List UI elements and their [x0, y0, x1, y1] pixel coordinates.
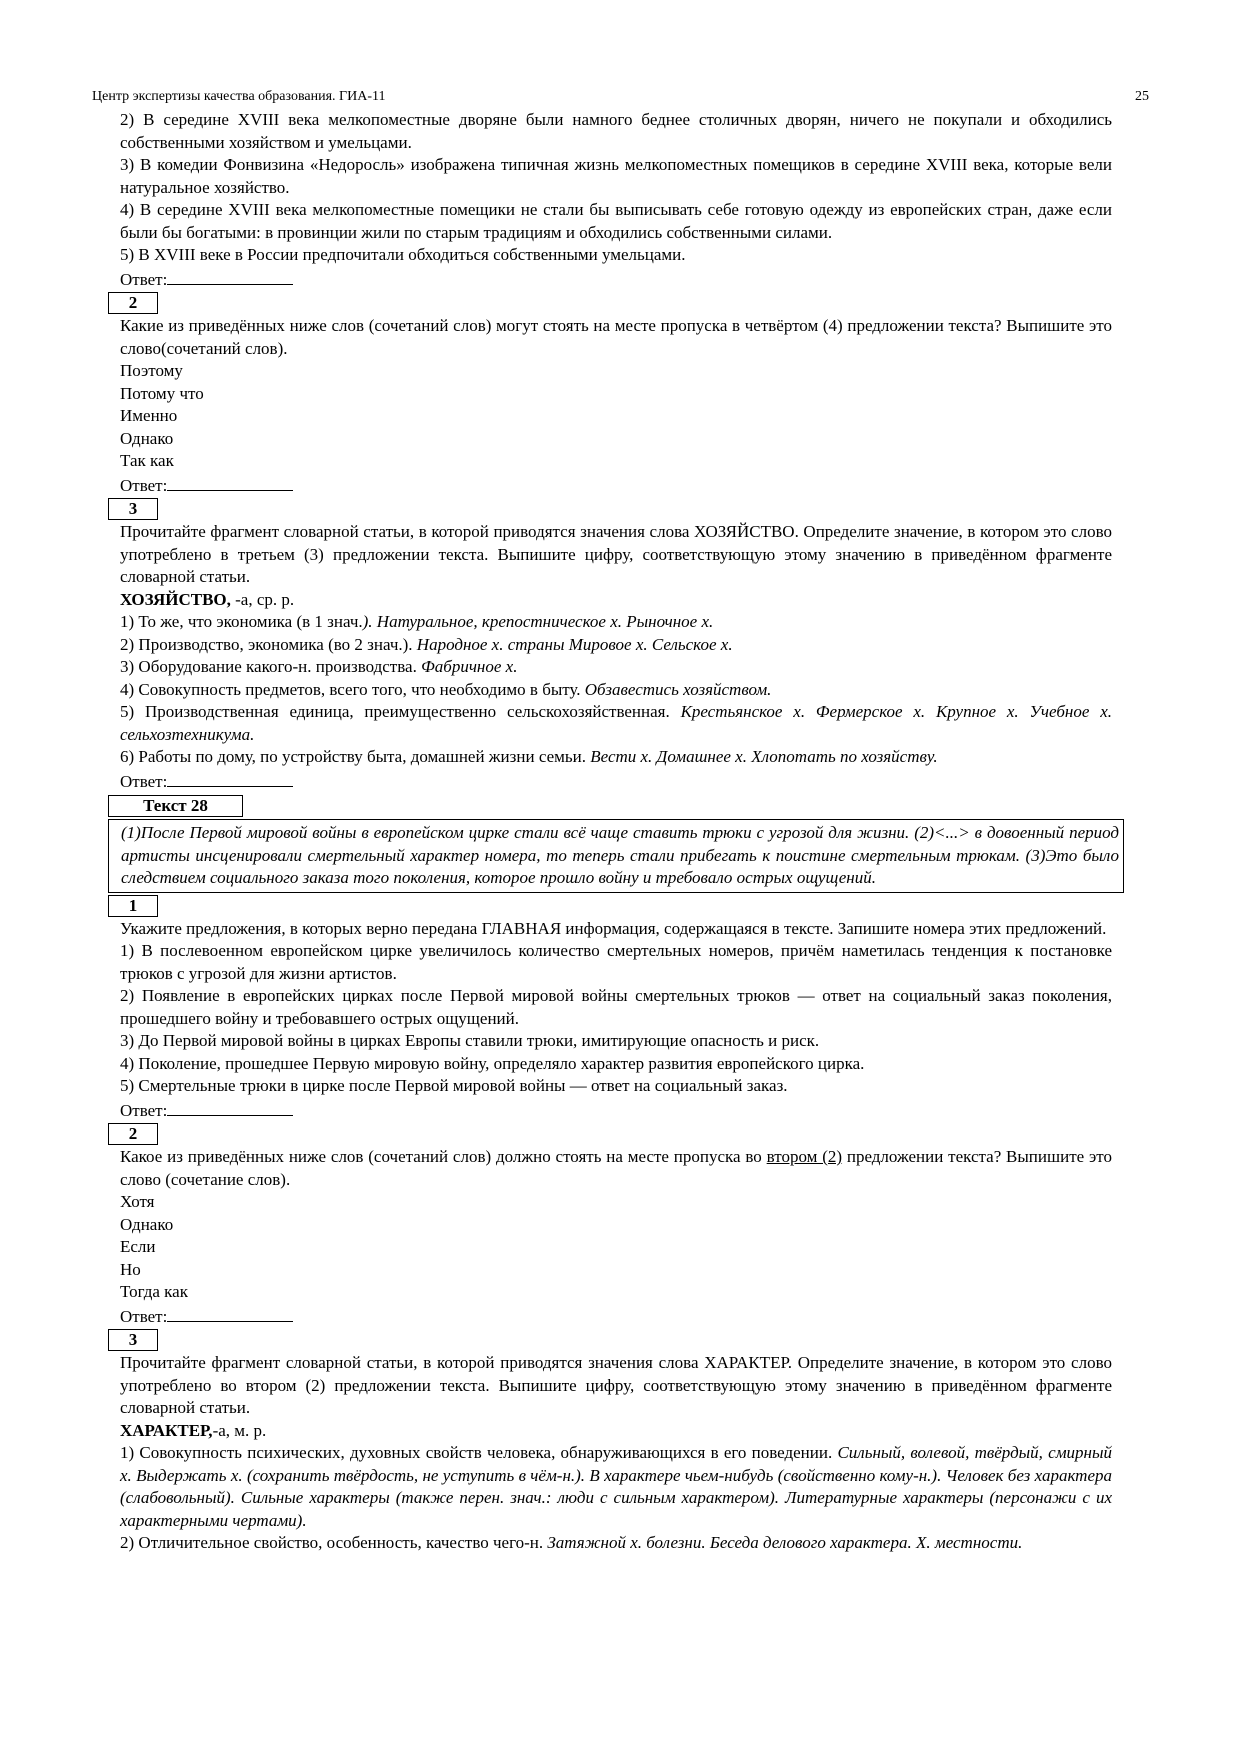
word-option: Хотя [120, 1192, 155, 1211]
meaning-text: 3) Оборудование какого-н. производства. [120, 657, 422, 676]
option-a1-3: 3) В комедии Фонвизина «Недоросль» изображена типичная жизнь мелкопоместных помещиков в середине XVIII века, которые вели натуральное хозяйство. [120, 155, 1112, 197]
answer-line-a2 [120, 473, 1112, 498]
answer-label: Ответ: [120, 1306, 168, 1326]
headword: ХОЗЯЙСТВО, [120, 589, 231, 609]
option-a1-5: 5) В XVIII веке в России предпочитали обходиться собственными умельцами. [120, 245, 686, 264]
meaning-item [120, 1442, 1112, 1532]
meaning-example: Обзавестись хозяйством. [584, 679, 772, 699]
option-item: 2) Появление в европейских цирках после Первой мировой войны смертельных трюков — ответ на социальный заказ поколения, прошедшего войну и требовавшего острых ощущений. [120, 986, 1112, 1028]
meaning-example: ). Натуральное, крепостническое х. Рыночное х. [362, 612, 714, 631]
meaning-example: Фабричное х. [421, 657, 518, 676]
meaning-example: Вести х. Домашнее х. Хлопотать по хозяйству. [590, 747, 938, 766]
meaning-text: 6) Работы по дому, по устройству быта, домашней жизни семьи. [120, 747, 591, 766]
meaning-item [120, 746, 1112, 769]
option-item: 1) В послевоенном европейском цирке увеличилось количество смертельных номеров, причём наметилась тенденция к постановке трюков с угрозой для жизни артистов. [120, 941, 1112, 983]
task-question: Прочитайте фрагмент словарной статьи, в которой приводятся значения слова ХАРАКТЕР. Определите значение, в котором это слово употреблено во втором (2) предложении текста. Выпишите цифру, соответствующую этому значению в приведённом фрагменте словарной статьи. [120, 1353, 1112, 1417]
question-part: Какое из приведённых ниже слов (сочетаний слов) должно стоять на месте пропуска во [120, 1147, 767, 1166]
answer-label: Ответ: [120, 269, 168, 289]
meaning-item [120, 679, 1112, 702]
answer-line-a1 [120, 267, 1112, 292]
answer-blank[interactable] [167, 769, 293, 787]
meaning-text: 2) Производство, экономика (во 2 знач.). [120, 634, 417, 654]
task-question: Какие из приведённых ниже слов (сочетаний слов) могут стоять на месте пропуска в четвёртом (4) предложении текста? Выпишите это слово(сочетаний слов). [120, 316, 1112, 358]
meaning-text: 2) Отличительное свойство, особенность, качество чего-н. [120, 1533, 548, 1552]
dictionary-entry-head [120, 589, 1112, 612]
word-option: Так как [120, 451, 174, 470]
underlined-fragment: втором (2) [766, 1147, 843, 1166]
meaning-text: 1) Совокупность психических, духовных свойств человека, обнаруживающихся в его поведении. [120, 1443, 838, 1462]
task-question: Укажите предложения, в которых верно передана ГЛАВНАЯ информация, содержащаяся в тексте. Запишите номера этих предложений. [120, 918, 1107, 938]
meaning-item [120, 634, 1112, 657]
word-option: Однако [120, 428, 174, 448]
page-number: 25 [1135, 89, 1149, 104]
grammar-note: -а, ср. р. [230, 589, 295, 609]
task-number-box: 2 [108, 292, 158, 314]
option-a1-4: 4) В середине XVIII века мелкопоместные помещики не стали бы выписывать себе готовую одежду из европейских стран, даже если были бы богатыми: в провинции жили по старым традициям и обходились собственными силами. [120, 200, 1112, 242]
word-option: Потому что [120, 383, 204, 403]
word-option: Тогда как [120, 1282, 188, 1301]
option-item: 3) До Первой мировой войны в цирках Европы ставили трюки, имитирующие опасность и риск. [120, 1031, 820, 1050]
source-text-frame: (1)После Первой мировой войны в европейском цирке стали всё чаще ставить трюки с угрозой для жизни. (2)<...> в довоенный период артисты инсценировали смертельный характер номера, то теперь стали прибегать к поистине смертельным трюкам. (3)Это было следствием социального заказа того поколения, которое прошло войну и требовало острых ощущений. [108, 819, 1124, 893]
meaning-text: 5) Производственная единица, преимущественно сельскохозяйственная. [120, 702, 681, 721]
meaning-item [120, 611, 1112, 634]
word-option: Однако [120, 1214, 174, 1234]
meaning-example: Народное х. страны Мировое х. Сельское х. [416, 634, 733, 654]
meaning-item [120, 1532, 1112, 1555]
option-item: 4) Поколение, прошедшее Первую мировую войну, определяло характер развития европейского цирка. [120, 1053, 865, 1073]
running-header: Центр экспертизы качества образования. ГИА-11 [92, 89, 386, 104]
answer-line-b1 [120, 1098, 1112, 1123]
page-content [120, 109, 1119, 1555]
meaning-example: Затяжной х. болезни. Беседа делового характера. Х. местности. [547, 1533, 1023, 1552]
task-number-box: 1 [108, 895, 158, 917]
meaning-example: Крестьянское х. Фермерское х. Крупное х. Учебное х. сельхозтехникума. [120, 702, 1112, 744]
task-number-box: 2 [108, 1123, 158, 1145]
answer-blank[interactable] [167, 1304, 293, 1322]
answer-blank[interactable] [167, 473, 293, 491]
answer-blank[interactable] [167, 1098, 293, 1116]
meaning-text: 4) Совокупность предметов, всего того, что необходимо в быту. [120, 679, 585, 699]
answer-label: Ответ: [120, 771, 168, 791]
option-a1-2: 2) В середине XVIII века мелкопоместные дворяне были намного беднее столичных дворян, ничего не покупали и обходились собственными хозяйством и умельцами. [120, 110, 1112, 152]
answer-line-a3 [120, 769, 1112, 794]
task-question [120, 1146, 1112, 1191]
text-title-box: Текст 28 [108, 795, 243, 817]
meaning-item [120, 701, 1112, 746]
word-option: Если [120, 1237, 156, 1256]
answer-line-b2 [120, 1304, 1112, 1329]
meaning-text: 1) То же, что экономика (в 1 знач. [120, 612, 363, 631]
answer-blank[interactable] [167, 267, 293, 285]
word-option: Но [120, 1259, 141, 1279]
grammar-note: -а, м. р. [212, 1420, 267, 1440]
question-part: предложении текста? Выпишите это слово (сочетание слов). [120, 1147, 1112, 1189]
answer-label: Ответ: [120, 1100, 168, 1120]
task-number-box: 3 [108, 1329, 158, 1351]
answer-label: Ответ: [120, 475, 168, 495]
meaning-item [120, 656, 1112, 679]
task-question: Прочитайте фрагмент словарной статьи, в которой приводятся значения слова ХОЗЯЙСТВО. Определите значение, в котором это слово употреблено в третьем (3) предложении текста. Выпишите цифру, соответствующую этому значению в приведённом фрагменте словарной статьи. [120, 522, 1112, 586]
meaning-example: Сильный, волевой, твёрдый, смирный х. Выдержать х. (сохранить твёрдость, не уступить в чём-н.). В характере чьем-нибудь (свойственно кому-н.). Человек без характера (слабовольный). Сильные характеры (также перен. знач.: люди с сильным характером). Литературные характеры (персонажи с их характерными чертами). [120, 1443, 1112, 1530]
word-option: Поэтому [120, 361, 183, 380]
task-number-box: 3 [108, 498, 158, 520]
option-item: 5) Смертельные трюки в цирке после Первой мировой войны — ответ на социальный заказ. [120, 1076, 788, 1095]
dictionary-entry-head [120, 1420, 1112, 1443]
word-option: Именно [120, 406, 178, 425]
headword: ХАРАКТЕР, [120, 1420, 213, 1440]
